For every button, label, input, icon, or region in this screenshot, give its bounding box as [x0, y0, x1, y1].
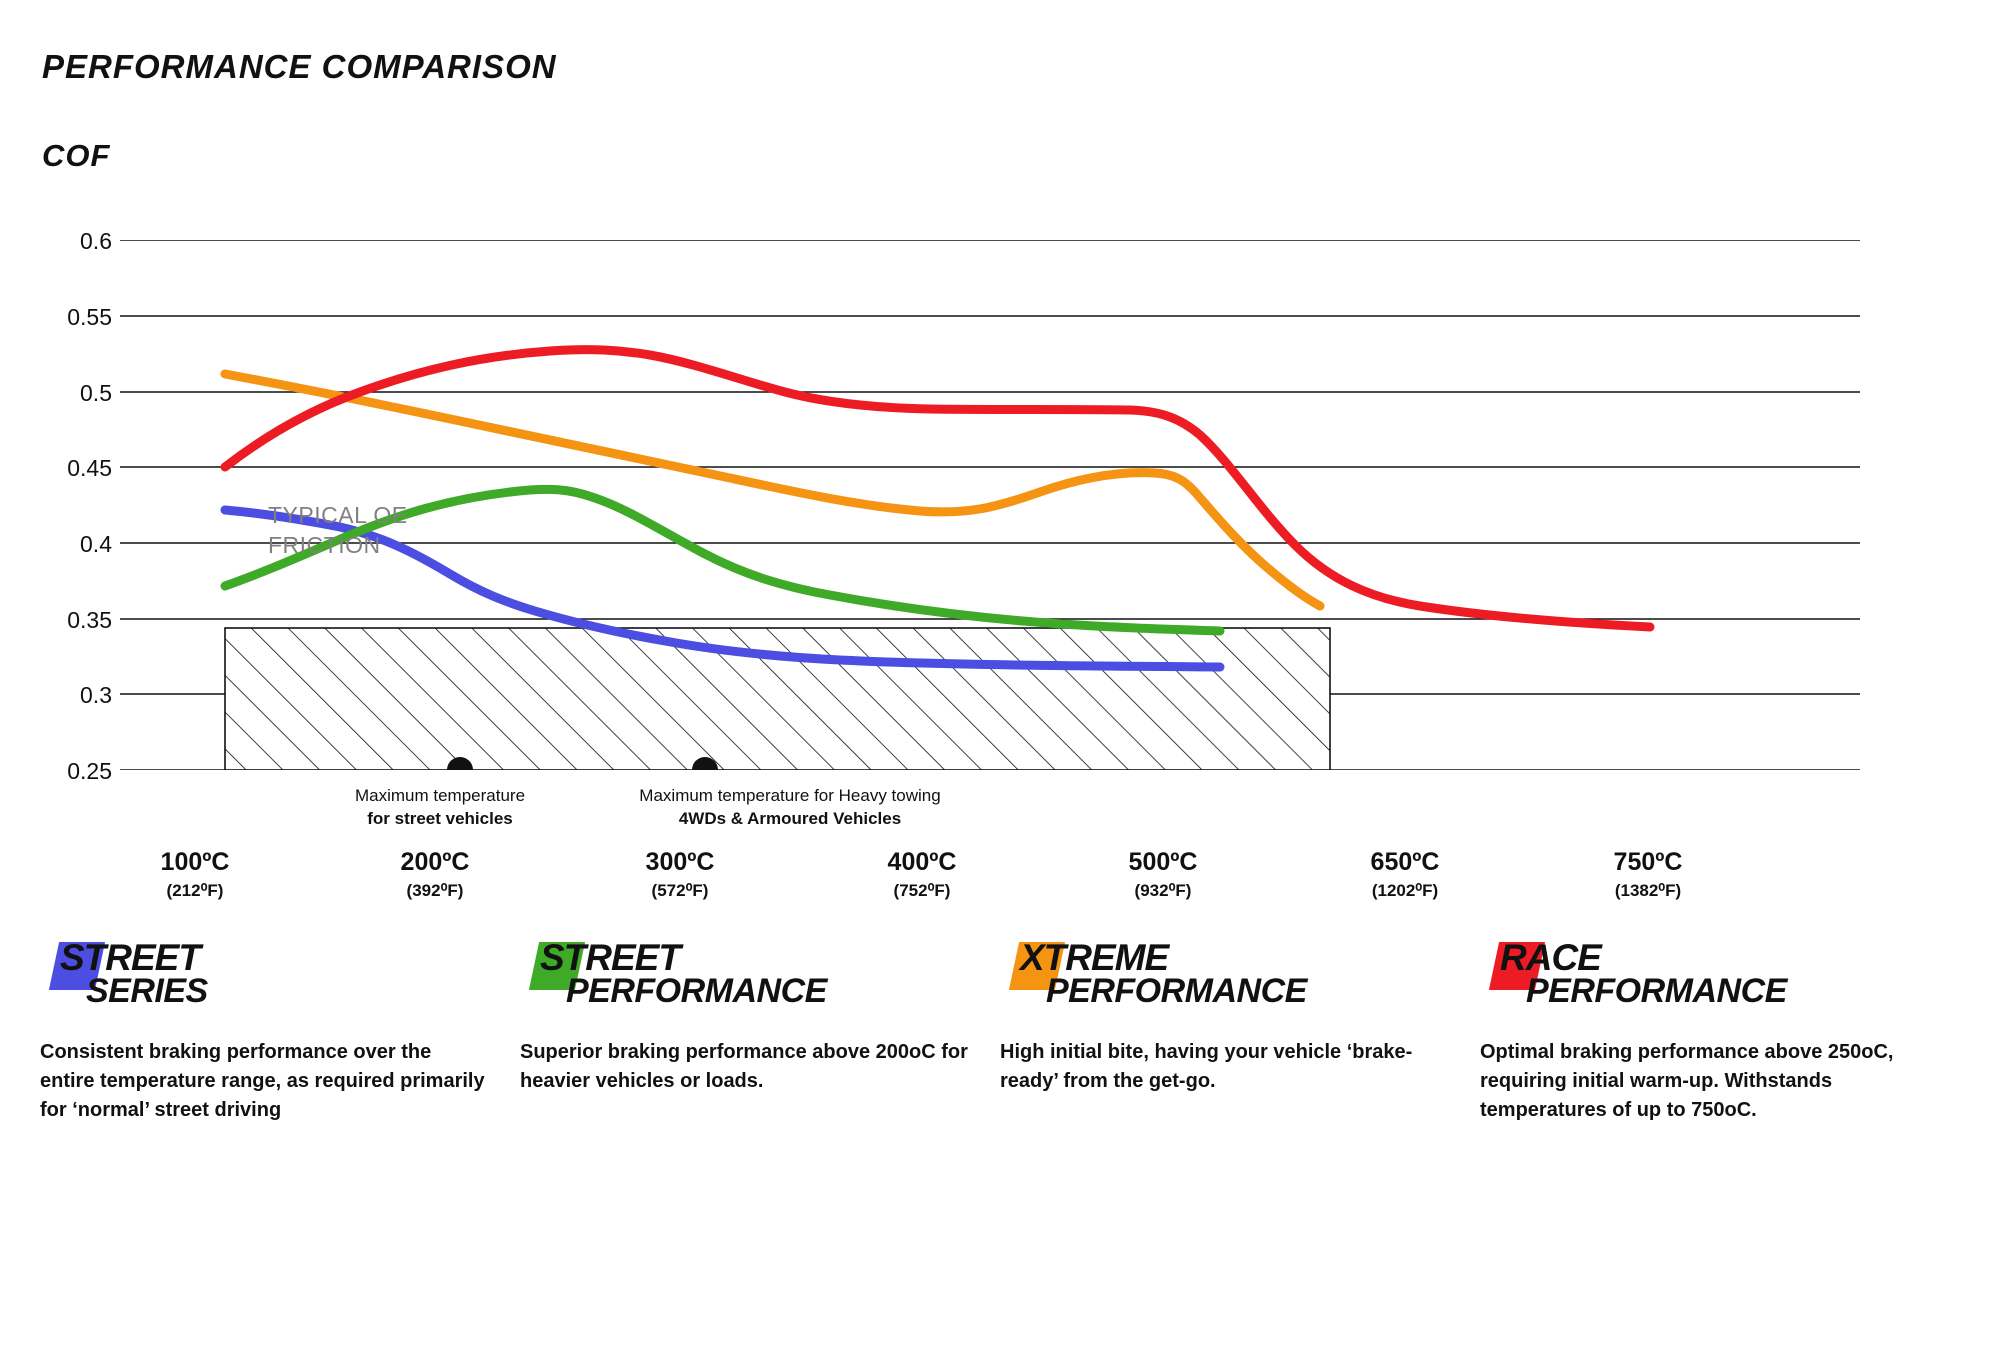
- legend-description: Superior braking performance above 200oC for heavier vehicles or loads.: [520, 1041, 968, 1092]
- xlabel-400c: [822, 848, 1022, 901]
- legend-description: Optimal braking performance above 250oC, requiring initial warm-up. Withstands temperatures of up to 750oC.: [1480, 1041, 1894, 1121]
- logo-xtreme-performance: [1000, 937, 1450, 1020]
- legend-description: High initial bite, having your vehicle ‘brake-ready’ from the get-go.: [1000, 1041, 1413, 1092]
- logo-line2: PERFORMANCE: [566, 972, 827, 1011]
- logo-line1: XTREME: [1020, 937, 1169, 978]
- xlabel-300c: [580, 848, 780, 901]
- xlabel-650c-celsius: 650ºC: [1370, 848, 1440, 876]
- xlabel-100c-fahrenheit: (212⁰F): [166, 881, 224, 900]
- logo-street-performance: [520, 937, 970, 1020]
- logo-line2: PERFORMANCE: [1046, 972, 1307, 1011]
- logo-line1: STREET: [60, 937, 200, 978]
- xlabel-300c-celsius: 300ºC: [645, 848, 715, 876]
- page-title: PERFORMANCE COMPARISON: [42, 48, 557, 85]
- xlabel-200c-fahrenheit: (392⁰F): [406, 881, 464, 900]
- annotation-heavy-towing-line2: 4WDs & Armoured Vehicles: [678, 808, 902, 828]
- ytick-0.45: 0.45: [67, 455, 112, 481]
- series-line-race-performance: [225, 350, 1650, 627]
- ytick-0.4: 0.4: [80, 531, 112, 557]
- logo-line1: STREET: [540, 937, 680, 978]
- product-legend: [40, 937, 1960, 1125]
- annotation-heavy-towing: [575, 785, 1005, 831]
- typical-oe-friction-region: [225, 628, 1330, 770]
- xlabel-200c: [335, 848, 535, 901]
- chart-plot-area: [120, 240, 1860, 770]
- typical-oe-label-line1: TYPICAL OE: [268, 502, 408, 528]
- logo-street-series: [40, 937, 490, 1020]
- xlabel-750c-fahrenheit: (1382⁰F): [1614, 881, 1682, 900]
- xlabel-500c-celsius: 500ºC: [1128, 848, 1198, 876]
- xlabel-500c-fahrenheit: (932⁰F): [1134, 881, 1192, 900]
- logo-race-performance: [1480, 937, 1930, 1020]
- xlabel-100c-celsius: 100ºC: [160, 848, 230, 876]
- logo-line2: SERIES: [86, 972, 208, 1011]
- xlabel-100c: [95, 848, 295, 901]
- xlabel-400c-fahrenheit: (752⁰F): [893, 881, 951, 900]
- legend-description: Consistent braking performance over the entire temperature range, as required primarily for ‘normal’ street driving: [40, 1041, 485, 1121]
- xlabel-500c: [1063, 848, 1263, 901]
- ytick-0.55: 0.55: [67, 304, 112, 330]
- annotation-street-vehicles-line2: for street vehicles: [367, 808, 513, 828]
- ytick-0.25: 0.25: [67, 758, 112, 784]
- ytick-0.5: 0.5: [80, 380, 112, 406]
- annotation-street-vehicles-line1: Maximum temperature: [354, 786, 526, 805]
- legend-item-street-performance: [520, 937, 1000, 1125]
- legend-item-xtreme-performance: [1000, 937, 1480, 1125]
- legend-item-race-performance: [1480, 937, 1960, 1125]
- legend-item-street-series: [40, 937, 520, 1125]
- xlabel-200c-celsius: 200ºC: [400, 848, 470, 876]
- xlabel-650c-fahrenheit: (1202⁰F): [1371, 881, 1439, 900]
- logo-line2: PERFORMANCE: [1526, 972, 1787, 1011]
- xlabel-750c: [1548, 848, 1748, 901]
- xlabel-400c-celsius: 400ºC: [887, 848, 957, 876]
- xlabel-650c: [1305, 848, 1505, 901]
- ytick-0.35: 0.35: [67, 607, 112, 633]
- ytick-0.6: 0.6: [80, 228, 112, 254]
- typical-oe-label-line2: FRICTION: [268, 532, 381, 558]
- logo-line1: RACE: [1500, 937, 1601, 978]
- y-axis-title: COF: [42, 138, 111, 173]
- ytick-0.3: 0.3: [80, 682, 112, 708]
- annotation-street-vehicles: [315, 785, 565, 831]
- annotation-heavy-towing-line1: Maximum temperature for Heavy towing: [639, 786, 941, 805]
- xlabel-300c-fahrenheit: (572⁰F): [651, 881, 709, 900]
- xlabel-750c-celsius: 750ºC: [1613, 848, 1683, 876]
